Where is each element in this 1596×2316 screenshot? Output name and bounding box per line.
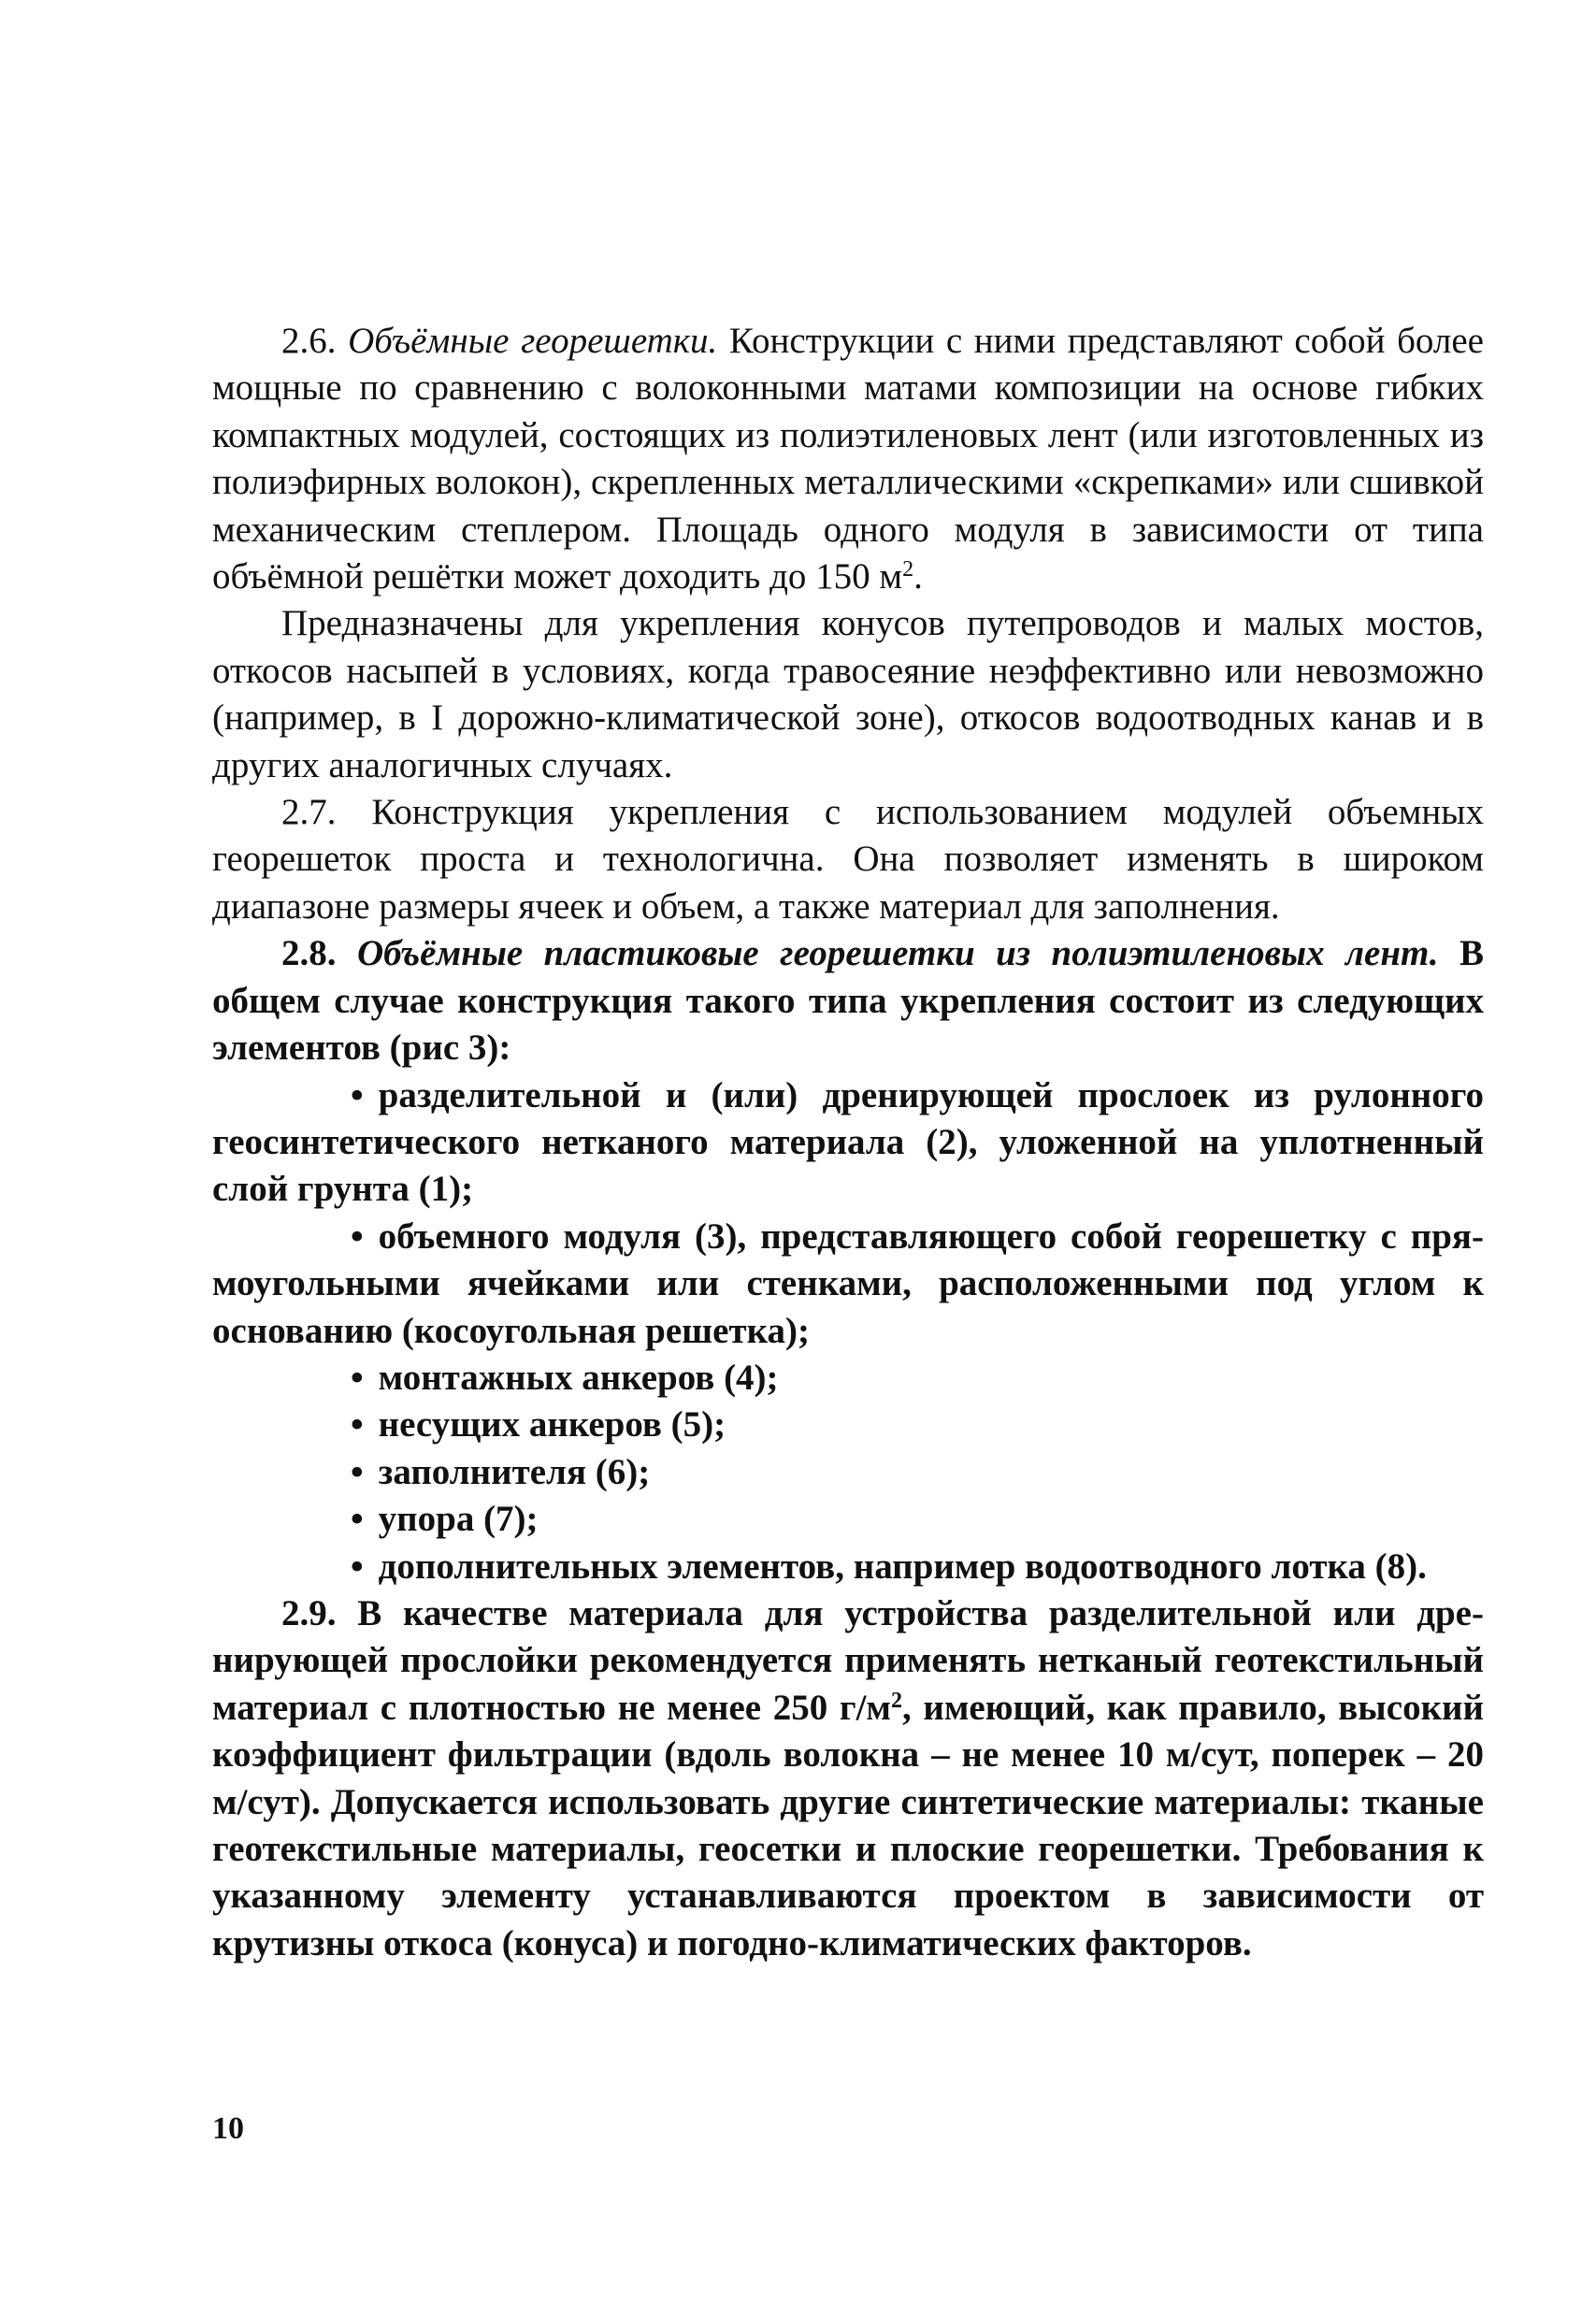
paragraph-2-8 [212,930,1484,1072]
list-item [212,1214,1484,1355]
paragraph-purpose: Предназначены для укрепления конусов путепроводов и малых мостов, откосов насыпей в условиях, когда травосеяние неэффективно или невозможно (например, в I дорожно-климатической зоне), откосов водоотводных канав и в других аналогичных случаях. [212,603,1484,785]
bullet-icon: • [351,1499,364,1540]
paragraph-2-6 [212,318,1484,600]
list-item-text: разделительной и (или) дренирующей прослоек из рулонного геосинтетического нетканого материала (2), уложенной на уплотненный слой грунта (1); [212,1074,1484,1210]
list-item [212,1496,1484,1543]
section-text-2-9a: В качестве материала для устройства разделительной или дренирующей прослойки рекомендуется применять нетканый геотекстильный материал с плотностью не менее 250 г/м [212,1592,1484,1728]
list-item [212,1355,1484,1402]
page-number: 10 [212,2111,244,2146]
section-text-2-7: Конструкция укрепления с использованием модулей объемных георешеток проста и технологична. Она позволяет изменять в широком диапазоне размеры ячеек и объем, а также материал для заполнения. [212,792,1484,927]
list-item [212,1544,1484,1590]
bullet-icon: • [351,1074,364,1115]
bullet-icon: • [351,1546,364,1587]
list-item-text: несущих анкеров (5); [378,1404,726,1446]
list-item [212,1449,1484,1496]
bullet-icon: • [351,1357,364,1398]
section-end-2-6: . [913,556,923,597]
bold-section [212,930,1484,1967]
section-number-2-9: 2.9. [281,1592,337,1633]
list-item-text: заполнителя (6); [378,1451,651,1492]
paragraph-2-9 [212,1590,1484,1967]
section-text-2-6: Конструкции с ними представляют собой более мощные по сравнению с волоконными матами композиции на основе гибких компактных модулей, состоящих из полиэтиленовых лент (или изготовленных из полиэфирных волокон), скрепленных металлическими «скрепками» или сшивкой механическим степлером. Площадь одного модуля в зависимости от типа объёмной решётки может доходить до 150 м [212,321,1484,597]
list-item-text: упора (7); [378,1499,539,1540]
list-item [212,1402,1484,1448]
bullet-icon: • [351,1404,364,1446]
document-body [212,318,1484,1967]
superscript-2-9: 2 [891,1688,902,1713]
section-number-2-6: 2.6. [281,321,337,361]
section-number-2-7: 2.7. [281,792,337,833]
superscript-2-6: 2 [902,557,914,583]
list-item-text: объемного модуля (3), представляющего собой георешетку с прямоугольными ячейками или стенками, расположенными под углом к основанию (косоугольная решетка); [212,1216,1484,1351]
list-item [212,1072,1484,1214]
list-item-text: дополнительных элементов, например водоотводного лотка (8). [378,1546,1427,1587]
paragraph-2-7 [212,789,1484,930]
bullet-icon: • [351,1216,364,1257]
bullet-icon: • [351,1451,364,1492]
section-heading-2-6: Объёмные георешетки. [348,321,718,361]
section-text-2-9b: , имеющий, как правило, высокий коэффициент фильтрации (вдоль волокна – не менее 10 м/сут, поперек – 20 м/сут). Допускается использовать другие синтетические материалы: тканые геотекстильные материалы, геосетки и плоские георешетки. Требования к указанному элементу устанавливаются проектом в зависимости от крутизны откоса (конуса) и погодно-климатических факторов. [212,1687,1484,1964]
section-heading-2-8: Объёмные пластиковые георешетки из полиэтиленовых лент. [356,933,1439,974]
list-item-text: монтажных анкеров (4); [378,1357,779,1398]
section-text-2-8: В общем случае конструкция такого типа укрепления состоит из следующих элементов (рис 3): [212,933,1485,1069]
section-number-2-8: 2.8. [281,933,337,974]
